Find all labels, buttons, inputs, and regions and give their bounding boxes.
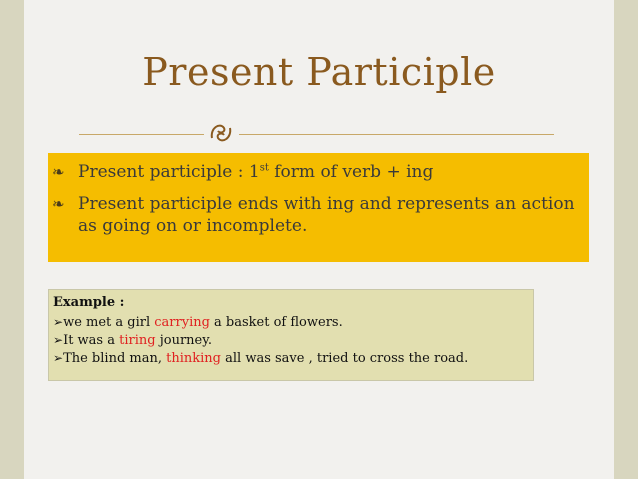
arrow-bullet-icon: ➢ xyxy=(53,351,64,365)
participle-highlight: thinking xyxy=(166,351,221,366)
participle-highlight: carrying xyxy=(154,315,210,330)
example-heading: Example : xyxy=(53,295,125,310)
arrow-bullet-icon: ➢ xyxy=(53,315,64,329)
superscript: st xyxy=(259,162,269,174)
divider-line-right xyxy=(239,134,554,135)
bullet-text-part: Present participle : 1 xyxy=(78,162,260,182)
ornament-bullet-icon: ❧ xyxy=(52,163,65,181)
ornament-bullet-icon: ❧ xyxy=(52,195,65,213)
participle-highlight: tiring xyxy=(119,333,156,348)
bullet-text: Present participle ends with ing and represents an action as going on or incomplete. xyxy=(78,194,575,236)
bullet-text xyxy=(78,161,583,183)
example-text: It was a xyxy=(63,333,120,348)
bullet-box xyxy=(48,153,589,262)
example-text: all was save , tried to cross the road. xyxy=(220,351,469,366)
example-text: The blind man, xyxy=(63,351,167,366)
bullet-text-part: form of verb + ing xyxy=(268,162,434,182)
example-box xyxy=(48,289,534,381)
arrow-bullet-icon: ➢ xyxy=(53,333,64,347)
example-text: a basket of flowers. xyxy=(209,315,343,330)
slide-title: Present Participle xyxy=(142,50,496,94)
slide xyxy=(24,0,614,479)
ornament-icon xyxy=(206,118,236,148)
divider-line-left xyxy=(79,134,204,135)
example-line xyxy=(53,349,468,368)
example-line xyxy=(53,313,343,332)
example-text: we met a girl xyxy=(63,315,155,330)
example-line xyxy=(53,331,212,350)
example-text: journey. xyxy=(155,333,212,348)
